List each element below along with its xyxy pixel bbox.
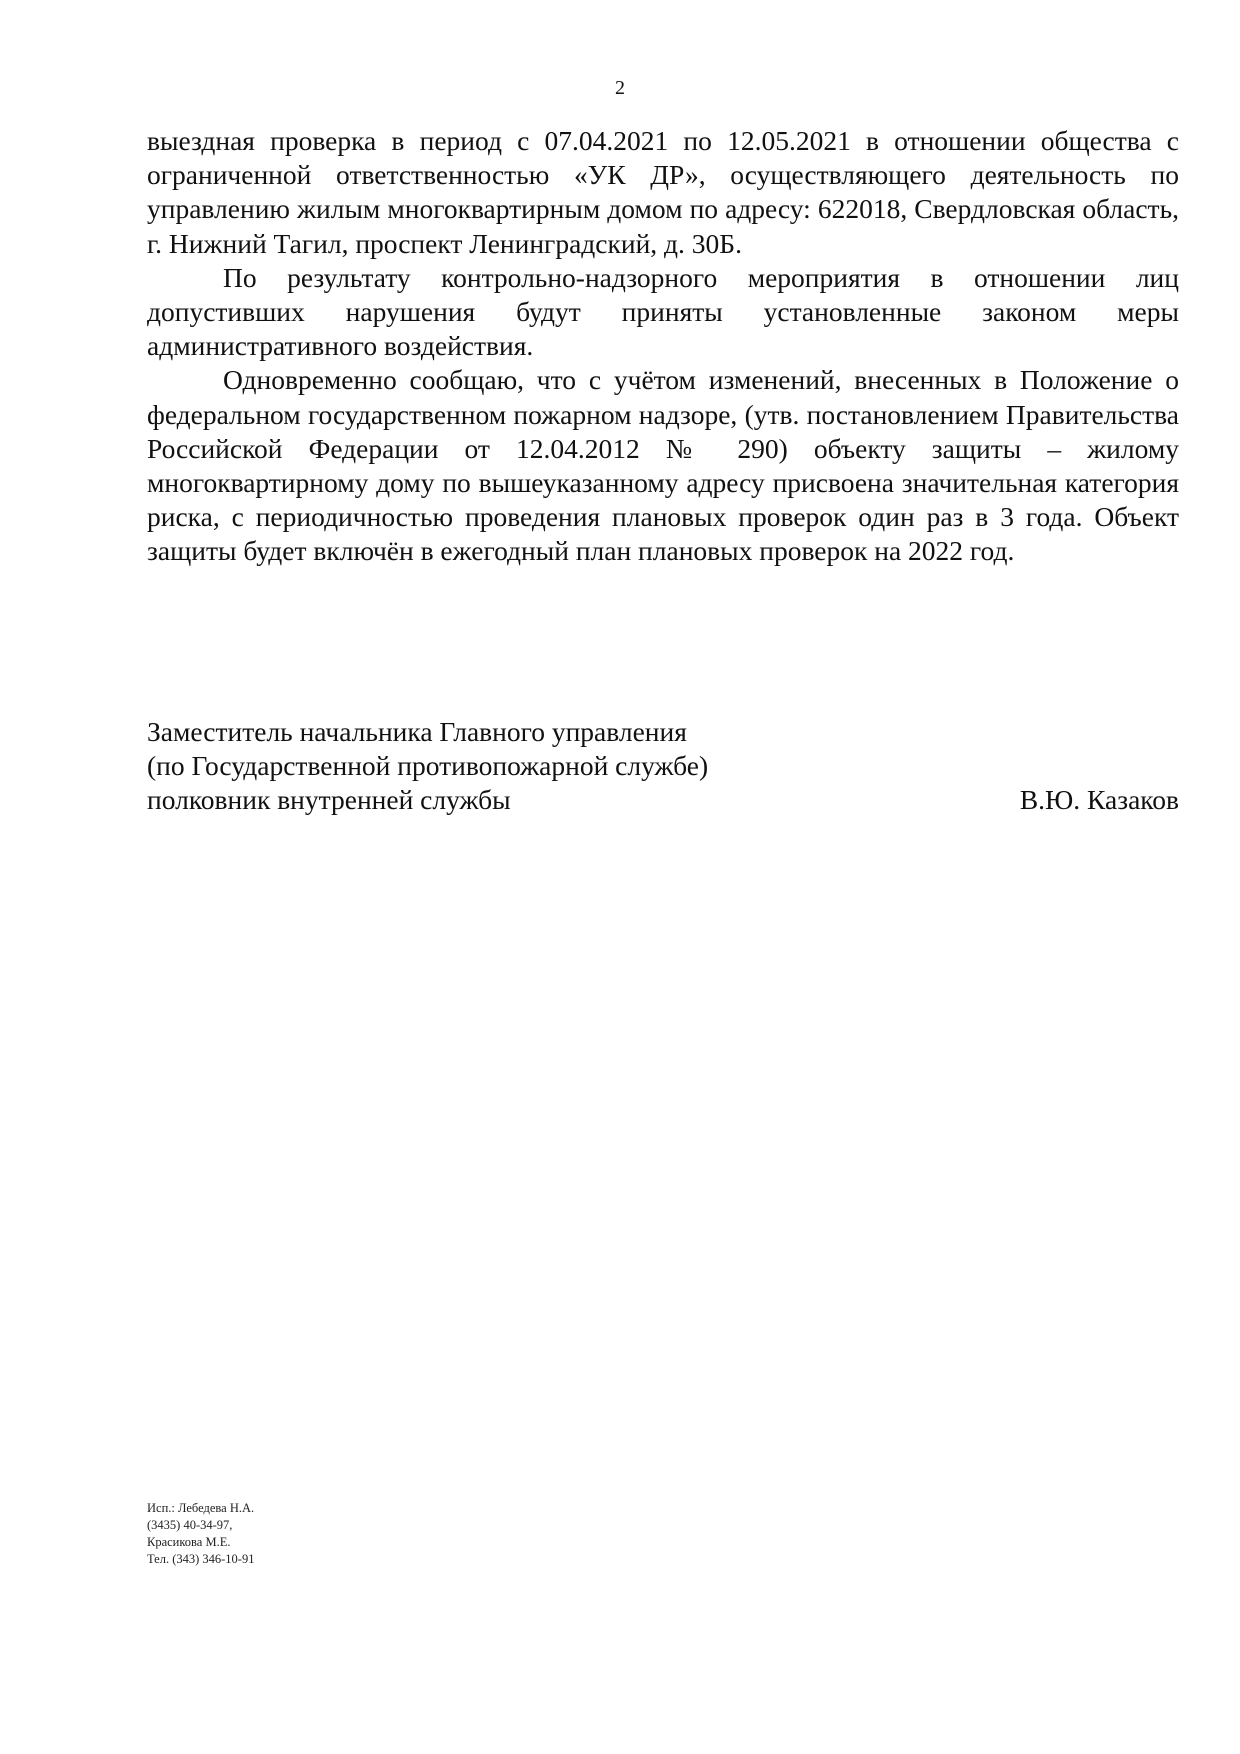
executor2-name: Красикова М.Е. — [147, 1535, 231, 1549]
paragraph-risk-category: Одновременно сообщаю, что с учётом изменений, внесенных в Положение о федеральном государственном пожарном надзоре, (утв. постановлением Правительства Российской Федерации от 12.04.2012 № 290) объекту защиты – жилому многоквартирному дому по вышеуказанному адресу присвоена значительная категория риска, с периодичностью проведения плановых проверок один раз в 3 года. Объект защиты будет включён в ежегодный план плановых проверок на 2022 год. — [147, 364, 1179, 567]
executor-phone: (3435) 40-34-97, — [147, 1518, 233, 1532]
page-number: 2 — [615, 77, 625, 99]
signatory-position-line2: (по Государственной противопожарной службе) — [147, 750, 709, 782]
letter-body — [147, 124, 1179, 569]
executor-contacts — [147, 1500, 254, 1568]
signatory-position-line1: Заместитель начальника Главного управления — [147, 716, 687, 747]
signature-block — [147, 715, 1179, 818]
paragraph-inspection: выездная проверка в период с 07.04.2021 по 12.05.2021 в отношении общества с ограниченной ответственностью «УК ДР», осуществляющего деятельность по управлению жилым многоквартирным домом по адресу: 622018, Свердловская область, г. Нижний Тагил, проспект Ленинградский, д. 30Б. — [147, 125, 1179, 259]
signatory-rank: полковник внутренней службы — [147, 784, 511, 816]
signatory-name: В.Ю. Казаков — [1019, 784, 1179, 816]
paragraph-measures: По результату контрольно-надзорного мероприятия в отношении лиц допустивших нарушения будут приняты установленные законом меры административного воздействия. — [147, 261, 1179, 362]
executor-name: Исп.: Лебедева Н.А. — [147, 1501, 255, 1515]
executor2-phone: Тел. (343) 346-10-91 — [147, 1552, 255, 1566]
